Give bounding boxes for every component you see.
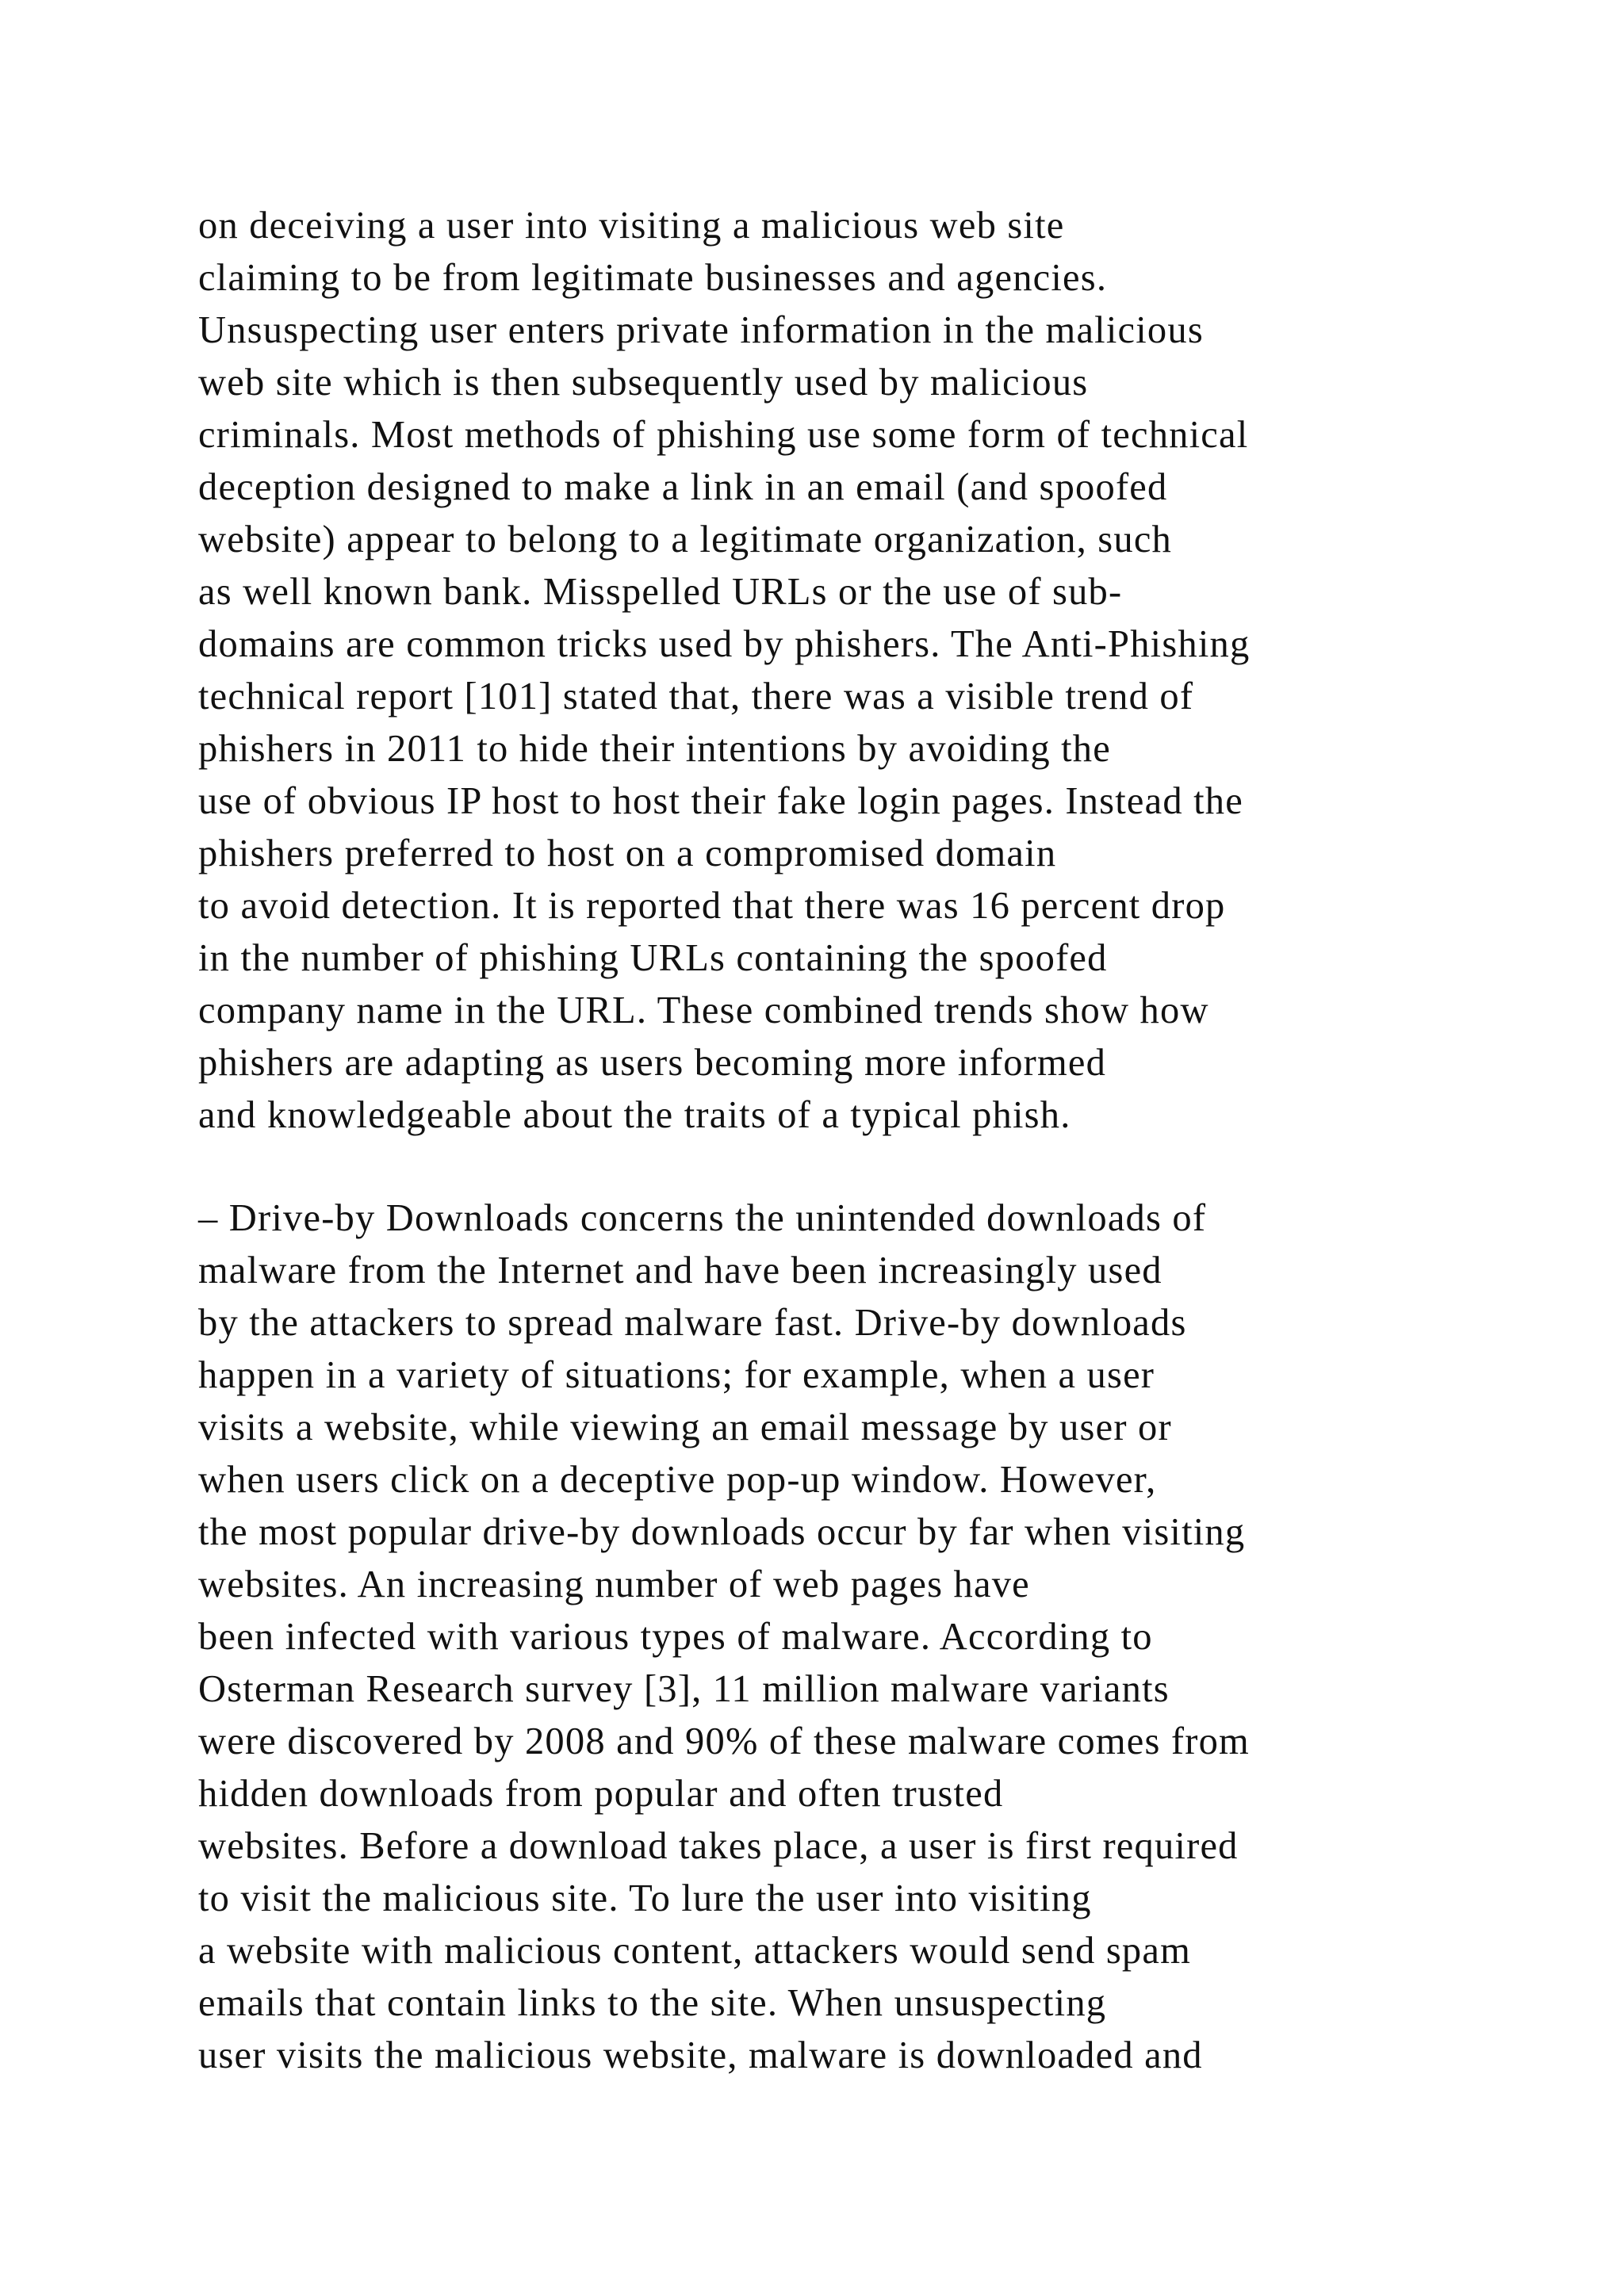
- text-line: websites. An increasing number of web pages have: [198, 1563, 1030, 1605]
- text-line: were discovered by 2008 and 90% of these malware comes from: [198, 1720, 1250, 1762]
- text-line: happen in a variety of situations; for example, when a user: [198, 1354, 1155, 1396]
- text-line: website) appear to belong to a legitimate organization, such: [198, 519, 1172, 561]
- text-line: company name in the URL. These combined trends show how: [198, 989, 1209, 1031]
- text-line: to avoid detection. It is reported that there was 16 percent drop: [198, 885, 1226, 927]
- text-line: to visit the malicious site. To lure the user into visiting: [198, 1877, 1092, 1919]
- text-line: Osterman Research survey [3], 11 million malware variants: [198, 1668, 1170, 1710]
- text-line: emails that contain links to the site. When unsuspecting: [198, 1982, 1107, 2024]
- text-line: user visits the malicious website, malware is downloaded and: [198, 2034, 1203, 2076]
- text-line: websites. Before a download takes place, a user is first required: [198, 1825, 1239, 1867]
- text-line: criminals. Most methods of phishing use some form of technical: [198, 414, 1249, 456]
- text-line: and knowledgeable about the traits of a typical phish.: [198, 1094, 1071, 1136]
- text-line: hidden downloads from popular and often trusted: [198, 1773, 1004, 1815]
- text-line: been infected with various types of malware. According to: [198, 1616, 1153, 1658]
- text-line: when users click on a deceptive pop-up window. However,: [198, 1459, 1157, 1501]
- text-line: web site which is then subsequently used by malicious: [198, 362, 1089, 404]
- text-line: domains are common tricks used by phishers. The Anti-Phishing: [198, 623, 1251, 665]
- text-line: visits a website, while viewing an email message by user or: [198, 1406, 1172, 1448]
- text-line: phishers in 2011 to hide their intentions by avoiding the: [198, 728, 1111, 770]
- text-line: as well known bank. Misspelled URLs or the use of sub-: [198, 571, 1123, 613]
- text-line: phishers preferred to host on a compromised domain: [198, 832, 1057, 874]
- paragraph-drive-by-downloads: [198, 1192, 1546, 2082]
- text-line: the most popular drive-by downloads occur by far when visiting: [198, 1511, 1246, 1553]
- paragraph-phishing: [198, 200, 1546, 1142]
- text-line: – Drive-by Downloads concerns the unintended downloads of: [198, 1197, 1207, 1239]
- text-line: by the attackers to spread malware fast. Drive-by downloads: [198, 1302, 1187, 1344]
- text-line: in the number of phishing URLs containing the spoofed: [198, 937, 1108, 979]
- text-line: deception designed to make a link in an email (and spoofed: [198, 466, 1168, 508]
- text-line: technical report [101] stated that, there was a visible trend of: [198, 675, 1194, 718]
- text-line: claiming to be from legitimate businesses and agencies.: [198, 257, 1108, 299]
- text-line: on deceiving a user into visiting a malicious web site: [198, 205, 1065, 247]
- text-line: a website with malicious content, attackers would send spam: [198, 1930, 1192, 1972]
- text-line: malware from the Internet and have been increasingly used: [198, 1249, 1162, 1292]
- text-line: phishers are adapting as users becoming more informed: [198, 1042, 1107, 1084]
- text-line: Unsuspecting user enters private information in the malicious: [198, 309, 1204, 351]
- text-line: use of obvious IP host to host their fake login pages. Instead the: [198, 780, 1243, 822]
